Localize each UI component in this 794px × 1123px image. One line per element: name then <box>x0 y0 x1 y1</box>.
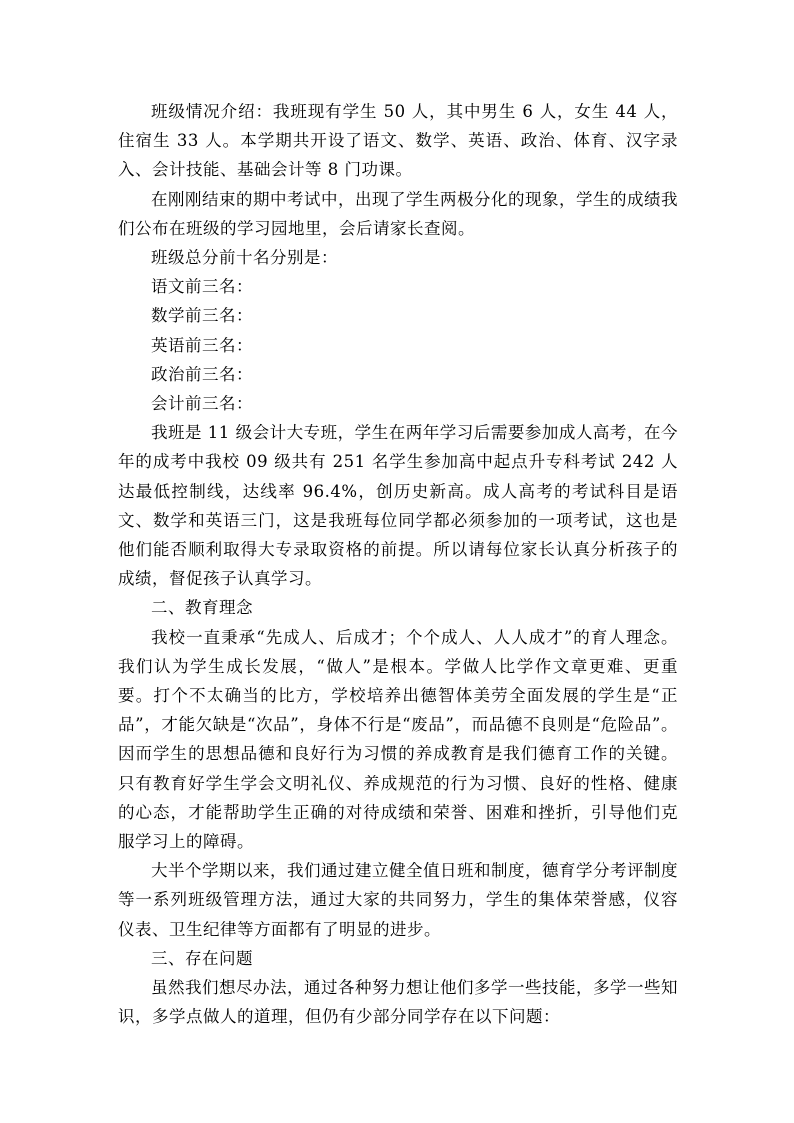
paragraph-midterm-exam: 在刚刚结束的期中考试中，出现了学生两极分化的现象，学生的成绩我们公布在班级的学习园地里，会后请家长查阅。 <box>118 189 678 238</box>
paragraph-chinese-top-three: 语文前三名： <box>151 277 253 297</box>
paragraph-math-top-three: 数学前三名： <box>151 306 253 326</box>
document-body <box>118 97 678 1032</box>
paragraph-existing-problems: 虽然我们想尽办法，通过各种努力想让他们多学一些技能，多学一些知识，多学点做人的道理，但仍有少部分同学存在以下问题： <box>118 978 678 1027</box>
paragraph-accounting-top-three: 会计前三名： <box>151 394 253 414</box>
paragraph-education-philosophy: 我校一直秉承“先成人、后成才；个个成人、人人成才”的育人理念。我们认为学生成长发展，“做人”是根本。学做人比学作文章更难、更重要。打个不太确当的比方，学校培养出德智体美劳全面发展的学生是“正品”，才能欠缺是“次品”，身体不行是“废品”，而品德不良则是“危险品”。因而学生的思想品德和良好行为习惯的养成教育是我们德育工作的关键。只有教育好学生学会文明礼仪、养成规范的行为习惯、良好的性格、健康的心态，才能帮助学生正确的对待成绩和荣誉、困难和挫折，引导他们克服学习上的障碍。 <box>118 627 678 852</box>
paragraph-politics-top-three: 政治前三名： <box>151 364 253 384</box>
paragraph-class-management: 大半个学期以来，我们通过建立健全值日班和制度，德育学分考评制度等一系列班级管理方法，通过大家的共同努力，学生的集体荣誉感，仪容仪表、卫生纪律等方面都有了明显的进步。 <box>118 861 678 939</box>
paragraph-class-intro: 班级情况介绍：我班现有学生 50 人，其中男生 6 人，女生 44 人，住宿生 33 人。本学期共开设了语文、数学、英语、政治、体育、汉字录入、会计技能、基础会计等 8 门功课。 <box>118 102 678 180</box>
section-heading-education-philosophy: 二、教育理念 <box>151 598 253 618</box>
section-heading-existing-problems: 三、存在问题 <box>151 948 253 968</box>
paragraph-top-ten-total: 班级总分前十名分别是： <box>151 248 338 268</box>
paragraph-english-top-three: 英语前三名： <box>151 335 253 355</box>
paragraph-adult-exam: 我班是 11 级会计大专班，学生在两年学习后需要参加成人高考，在今年的成考中我校 09 级共有 251 名学生参加高中起点升专科考试 242 人达最低控制线，达线率 96.4%，创历史新高。成人高考的考试科目是语文、数学和英语三门，这是我班每位同学都必须参加的一项考试，这也是他们能否顺利取得大专录取资格的前提。所以请每位家长认真分析孩子的成绩，督促孩子认真学习。 <box>118 423 678 589</box>
